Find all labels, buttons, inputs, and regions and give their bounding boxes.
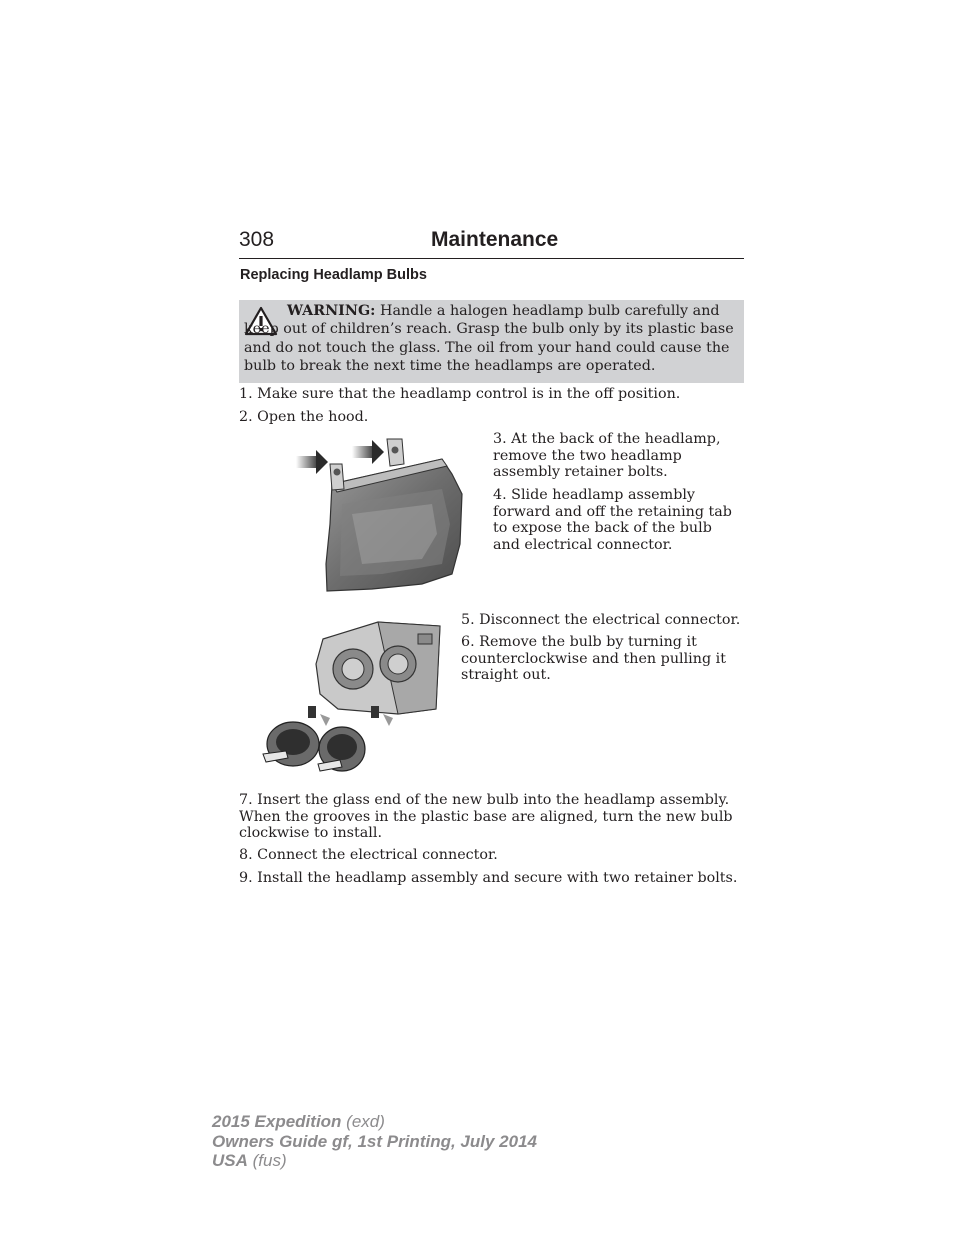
step-7: 7. Insert the glass end of the new bulb into the headlamp assembly. When the grooves in the plastic base are aligned, turn the new bulb clockwise to install. [239,792,733,842]
header-rule [239,258,744,259]
warning-label: WARNING: [287,303,376,319]
footer-guide: Owners Guide gf, 1st Printing, July 2014 [212,1131,537,1151]
footer-model: 2015 Expedition [212,1112,342,1131]
footer-market: USA [212,1151,248,1170]
headlamp-bulb-removal-illustration [258,614,446,774]
step-4: 4. Slide headlamp assembly forward and off the retaining tab to expose the back of the bulb and electrical connector. [493,487,732,553]
footer-market-line [212,1151,537,1171]
step-2: 2. Open the hood. [239,409,369,425]
step-6: 6. Remove the bulb by turning it counterclockwise and then pulling it straight out. [461,634,726,684]
step-9: 9. Install the headlamp assembly and secure with two retainer bolts. [239,870,738,886]
step-5: 5. Disconnect the electrical connector. [461,612,741,628]
section-title: Maintenance [431,228,559,251]
step-1: 1. Make sure that the headlamp control is in the off position. [239,386,681,402]
subheading: Replacing Headlamp Bulbs [240,267,427,283]
step-3: 3. At the back of the headlamp, remove the two headlamp assembly retainer bolts. [493,431,721,481]
footer-guide-line [212,1132,537,1152]
footer [212,1112,537,1171]
warning-body: Handle a halogen headlamp bulb carefully and keep out of children’s reach. Grasp the bulb only by its plastic base and do not touch the glass. The oil from your hand could cause the bulb to break the next time the headlamps are operated. [244,303,734,375]
footer-model-line [212,1112,537,1132]
headlamp-retainer-bolts-illustration [292,434,467,596]
footer-market-code: (fus) [247,1151,287,1170]
warning-text [244,302,736,376]
page-number: 308 [239,228,275,251]
step-8: 8. Connect the electrical connector. [239,847,498,863]
footer-model-code: (exd) [341,1112,385,1131]
